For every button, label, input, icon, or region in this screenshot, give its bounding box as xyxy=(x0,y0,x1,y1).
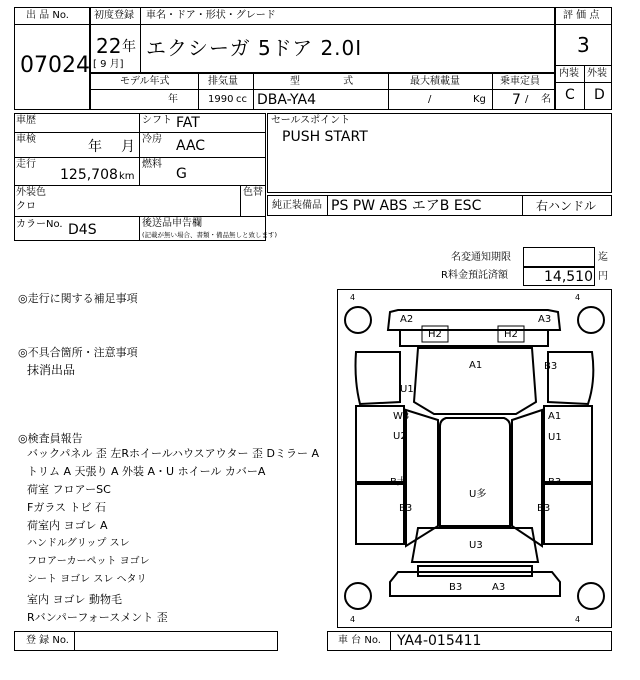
mark-rear-bumper-left: B3 xyxy=(449,582,463,593)
max-load-label: 最大積載量 xyxy=(410,76,460,87)
inspector-line: トリム A 天張り A 外装 A・U ホイール カバーA xyxy=(27,465,266,478)
registration-month: [ 9 月] xyxy=(93,59,124,70)
recycle-amount: 14,510 xyxy=(544,269,593,285)
post-report-label: 後送品申告欄 xyxy=(142,218,202,229)
rear-door-right-shape xyxy=(544,484,592,544)
hood-shape xyxy=(414,348,536,414)
displacement-unit: cc xyxy=(236,94,247,105)
history-label: 車歴 xyxy=(16,115,36,126)
front-fender-left-shape xyxy=(356,352,401,404)
mark-front-fender-right: B3 xyxy=(544,361,558,372)
sales-point-value: PUSH START xyxy=(282,129,368,145)
name-change-unit: 迄 xyxy=(598,252,608,263)
mark-front-bumper-right: A3 xyxy=(538,314,552,325)
color-no-value: D4S xyxy=(68,222,97,238)
mileage-unit: km xyxy=(119,171,135,182)
mark-door-left-front-top: W3 xyxy=(393,411,410,422)
mark-front-bumper-left: A2 xyxy=(400,314,414,325)
overall-score: 3 xyxy=(577,33,590,57)
tire-label: 4 xyxy=(575,615,581,624)
exterior-grade: D xyxy=(594,87,605,103)
roof-shape xyxy=(440,418,510,526)
tire-front-left xyxy=(345,307,371,333)
inspector-line: 荷室内 ヨゴレ A xyxy=(27,519,108,532)
interior-grade: C xyxy=(565,87,575,103)
inspector-line: Fガラス トビ 石 xyxy=(27,501,106,514)
name-change-box xyxy=(523,247,595,267)
color-change-label: 色替 xyxy=(243,187,263,198)
post-report-note: (記載が無い場合、書類・備品無しと致します) xyxy=(142,231,278,239)
inspector-line: シート ヨゴレ スレ ヘタリ xyxy=(27,574,147,585)
mark-back-door: U3 xyxy=(469,540,483,551)
mark-door-left-front: U2 xyxy=(393,431,407,442)
capacity-value: 7 xyxy=(512,92,521,108)
inspection-month-unit: 月 xyxy=(121,139,135,155)
ac-label: 冷房 xyxy=(142,134,162,145)
color-no-label: カラーNo. xyxy=(16,219,63,230)
displacement-label: 排気量 xyxy=(208,76,238,87)
mark-quarter-right: B3 xyxy=(537,503,551,514)
inspector-line: 室内 ヨゴレ 動物毛 xyxy=(27,593,122,606)
chassis-number: YA4-015411 xyxy=(397,633,482,649)
inspector-line: フロアーカーペット ヨゴレ xyxy=(27,556,150,567)
lot-number-label: 出 品 No. xyxy=(26,10,69,21)
tire-front-right xyxy=(578,307,604,333)
registration-year: 22 xyxy=(96,34,122,58)
car-outline xyxy=(338,290,613,629)
type-code: DBA-YA4 xyxy=(257,92,316,108)
inspector-line: バックパネル 歪 左Rホイールハウスアウター 歪 Dミラー A xyxy=(27,447,320,460)
fuel-value: G xyxy=(176,166,187,182)
tire-rear-right xyxy=(578,583,604,609)
load-slash: / xyxy=(428,94,432,105)
first-registration-label: 初度登録 xyxy=(94,10,134,21)
front-bumper-shape xyxy=(388,310,560,330)
shift-label: シフト xyxy=(142,115,172,126)
mileage-label: 走行 xyxy=(16,159,36,170)
chassis-number-label: 車 台 No. xyxy=(338,635,381,646)
right-pillar-shape xyxy=(512,410,542,546)
mark-rear-bumper-right: A3 xyxy=(492,582,506,593)
score-label: 評 価 点 xyxy=(563,10,600,21)
mark-hood: A1 xyxy=(469,360,483,371)
mark-headlight-right: H2 xyxy=(504,329,518,340)
exterior-label: 外装 xyxy=(587,68,607,79)
inspection-year-unit: 年 xyxy=(88,139,102,155)
mark-roof: U多 xyxy=(469,489,487,500)
tire-label: 4 xyxy=(350,615,356,624)
inspector-line: ハンドルグリップ スレ xyxy=(27,538,130,549)
car-diagram xyxy=(337,289,612,628)
left-pillar-shape xyxy=(406,410,438,546)
shift-value: FAT xyxy=(176,115,200,131)
rear-door-left-shape xyxy=(356,484,404,544)
inspector-line: 荷室 フロアーSC xyxy=(27,483,111,496)
capacity-label: 乗車定員 xyxy=(500,76,540,87)
inspection-label: 車検 xyxy=(16,134,36,145)
inspector-line: Rバンパーフォースメント 歪 xyxy=(27,611,168,624)
tire-label: 4 xyxy=(575,293,581,302)
driving-notes-heading: ◎走行に関する補足事項 xyxy=(18,292,138,305)
car-name-label: 車名・ドア・形状・グレード xyxy=(146,10,276,21)
defect-notes-heading: ◎不具合箇所・注意事項 xyxy=(18,346,138,359)
mark-headlight-left: H2 xyxy=(428,329,442,340)
ac-value: AAC xyxy=(176,138,206,154)
equipment-label: 純正装備品 xyxy=(272,200,322,211)
mileage-value: 125,708 xyxy=(60,167,118,183)
tire-label: 4 xyxy=(350,293,356,302)
registration-year-unit: 年 xyxy=(122,39,136,55)
lot-number: 07024 xyxy=(20,53,90,78)
capacity-unit: 名 xyxy=(541,94,551,105)
model-year-unit: 年 xyxy=(168,94,178,105)
steering-value: 右ハンドル xyxy=(536,199,597,213)
capacity-slash: / xyxy=(525,94,529,105)
interior-label: 内装 xyxy=(559,68,579,79)
equipment-value: PS PW ABS エアB ESC xyxy=(331,198,482,214)
exterior-color-value: クロ xyxy=(16,201,36,212)
exterior-color-label: 外装色 xyxy=(16,187,46,198)
recycle-unit: 円 xyxy=(598,271,608,282)
load-unit: Kg xyxy=(473,94,486,105)
inspector-heading: ◎検査員報告 xyxy=(18,432,83,445)
registration-number-label: 登 録 No. xyxy=(26,635,69,646)
mark-rear-door-right: B3 xyxy=(548,477,562,488)
mark-door-right-front-top: A1 xyxy=(548,411,562,422)
mark-front-fender-left: U1 xyxy=(400,384,414,395)
mark-rear-door-left: B大 xyxy=(390,477,407,488)
front-fender-right-shape xyxy=(548,352,593,404)
displacement-value: 1990 xyxy=(208,94,234,105)
type-label: 型 式 xyxy=(290,76,354,87)
tire-rear-left xyxy=(345,583,371,609)
name-change-label: 名変通知期限 xyxy=(451,252,511,263)
defect-line: 抹消出品 xyxy=(27,363,76,377)
mark-quarter-left: B3 xyxy=(399,503,413,514)
fuel-label: 燃料 xyxy=(142,159,162,170)
model-year-label: モデル年式 xyxy=(120,76,170,87)
car-name: エクシーガ 5ドア 2.0I xyxy=(146,36,363,60)
recycle-label: R料金預託済額 xyxy=(441,270,508,281)
mark-door-right-front: U1 xyxy=(548,432,562,443)
sales-point-label: セールスポイント xyxy=(271,115,351,126)
